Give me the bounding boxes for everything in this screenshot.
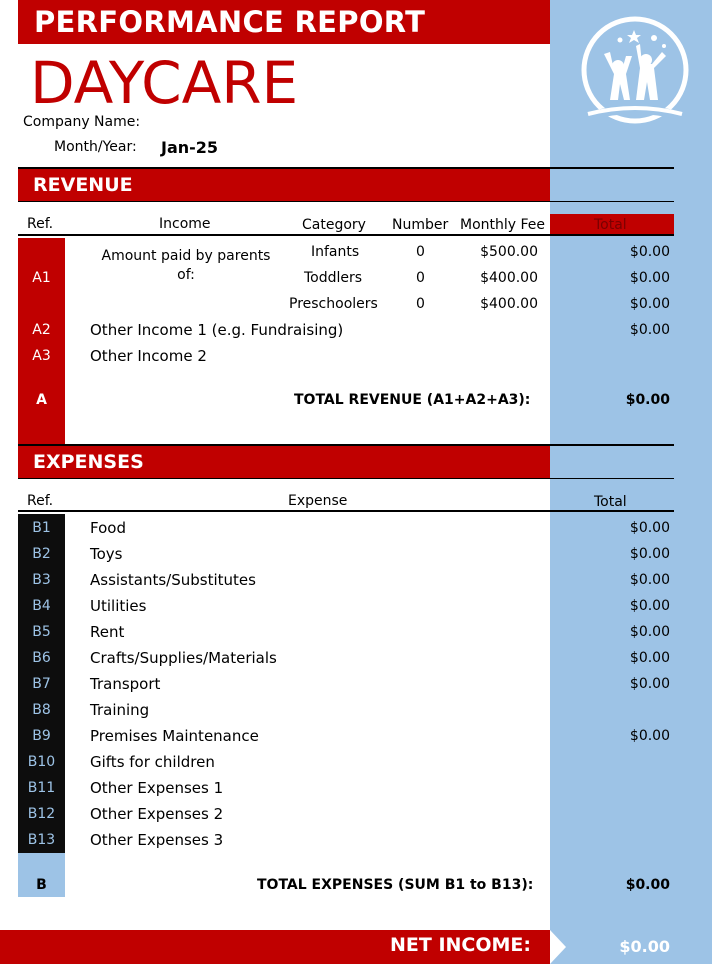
a2-description[interactable]: Other Income 1 (e.g. Fundraising) bbox=[90, 321, 344, 339]
report-title: PERFORMANCE REPORT bbox=[18, 0, 550, 44]
total-revenue-label: TOTAL REVENUE (A1+A2+A3): bbox=[294, 392, 531, 408]
monthly-fee-header: Monthly Fee bbox=[460, 217, 546, 233]
divider bbox=[18, 201, 674, 202]
expense-total: $0.00 bbox=[629, 546, 670, 562]
revenue-ref-column bbox=[18, 238, 65, 444]
expense-ref-header: Ref. bbox=[27, 493, 54, 509]
revenue-section-title: REVENUE bbox=[18, 169, 550, 201]
fee-toddlers[interactable]: $400.00 bbox=[480, 270, 538, 286]
total-infants: $0.00 bbox=[629, 244, 670, 260]
expense-ref: B4 bbox=[32, 598, 51, 614]
company-name-label: Company Name: bbox=[23, 114, 141, 130]
expense-ref: B10 bbox=[27, 754, 56, 770]
expense-name[interactable]: Food bbox=[90, 519, 126, 537]
expense-ref: B6 bbox=[32, 650, 51, 666]
total-column-background bbox=[550, 0, 712, 930]
expense-total: $0.00 bbox=[629, 728, 670, 744]
a3-description[interactable]: Other Income 2 bbox=[90, 347, 207, 365]
expense-name[interactable]: Other Expenses 3 bbox=[90, 831, 224, 849]
category-toddlers: Toddlers bbox=[304, 270, 363, 286]
expense-name[interactable]: Other Expenses 1 bbox=[90, 779, 224, 797]
category-preschoolers: Preschoolers bbox=[289, 296, 378, 312]
expense-ref: B12 bbox=[27, 806, 56, 822]
expense-header: Expense bbox=[288, 493, 348, 509]
net-income-value: $0.00 bbox=[619, 937, 670, 956]
ref-a1: A1 bbox=[32, 270, 51, 286]
expense-ref: B11 bbox=[27, 780, 56, 796]
expense-total: $0.00 bbox=[629, 572, 670, 588]
total-revenue-value: $0.00 bbox=[625, 392, 670, 408]
expense-name[interactable]: Crafts/Supplies/Materials bbox=[90, 649, 277, 667]
income-header: Income bbox=[159, 216, 211, 232]
ref-a-total: A bbox=[36, 392, 47, 408]
month-year-value[interactable]: Jan-25 bbox=[161, 138, 219, 157]
expense-total: $0.00 bbox=[629, 676, 670, 692]
expense-ref: B9 bbox=[32, 728, 51, 744]
children-celebrating-icon bbox=[580, 16, 690, 128]
expense-ref: B13 bbox=[27, 832, 56, 848]
total-expenses-label: TOTAL EXPENSES (SUM B1 to B13): bbox=[257, 877, 534, 893]
expense-name[interactable]: Assistants/Substitutes bbox=[90, 571, 256, 589]
fee-preschoolers[interactable]: $400.00 bbox=[480, 296, 538, 312]
expense-ref: B1 bbox=[32, 520, 51, 536]
expense-name[interactable]: Toys bbox=[90, 545, 123, 563]
net-income-label: NET INCOME: bbox=[390, 934, 532, 956]
ref-a3: A3 bbox=[32, 348, 51, 364]
total-header: Total bbox=[594, 217, 627, 233]
expense-ref: B8 bbox=[32, 702, 51, 718]
expense-total-header: Total bbox=[594, 494, 627, 510]
expense-name[interactable]: Premises Maintenance bbox=[90, 727, 259, 745]
expense-ref: B5 bbox=[32, 624, 51, 640]
expense-ref: B7 bbox=[32, 676, 51, 692]
divider bbox=[18, 510, 674, 512]
expense-total: $0.00 bbox=[629, 624, 670, 640]
total-expenses-value: $0.00 bbox=[625, 877, 670, 893]
expense-name[interactable]: Gifts for children bbox=[90, 753, 215, 771]
expense-total: $0.00 bbox=[629, 520, 670, 536]
divider bbox=[18, 234, 674, 236]
expense-name[interactable]: Transport bbox=[90, 675, 161, 693]
a1-description: Amount paid by parents of: bbox=[101, 248, 271, 283]
ref-b-total: B bbox=[36, 877, 47, 893]
divider bbox=[18, 478, 674, 479]
expense-name[interactable]: Rent bbox=[90, 623, 125, 641]
total-toddlers: $0.00 bbox=[629, 270, 670, 286]
expense-ref: B2 bbox=[32, 546, 51, 562]
expense-name[interactable]: Utilities bbox=[90, 597, 147, 615]
ref-header: Ref. bbox=[27, 216, 54, 232]
total-preschoolers: $0.00 bbox=[629, 296, 670, 312]
expense-total: $0.00 bbox=[629, 650, 670, 666]
category-infants: Infants bbox=[311, 244, 360, 260]
number-header: Number bbox=[392, 217, 449, 233]
expense-ref: B3 bbox=[32, 572, 51, 588]
daycare-title: DAYCARE bbox=[30, 49, 299, 117]
number-toddlers[interactable]: 0 bbox=[416, 270, 425, 286]
number-infants[interactable]: 0 bbox=[416, 244, 425, 260]
number-preschoolers[interactable]: 0 bbox=[416, 296, 425, 312]
fee-infants[interactable]: $500.00 bbox=[480, 244, 538, 260]
expense-total: $0.00 bbox=[629, 598, 670, 614]
expenses-section-title: EXPENSES bbox=[18, 446, 550, 478]
month-year-label: Month/Year: bbox=[54, 139, 137, 155]
expense-name[interactable]: Training bbox=[90, 701, 150, 719]
a2-total[interactable]: $0.00 bbox=[629, 322, 670, 338]
ref-a2: A2 bbox=[32, 322, 51, 338]
expense-name[interactable]: Other Expenses 2 bbox=[90, 805, 224, 823]
category-header: Category bbox=[302, 217, 366, 233]
